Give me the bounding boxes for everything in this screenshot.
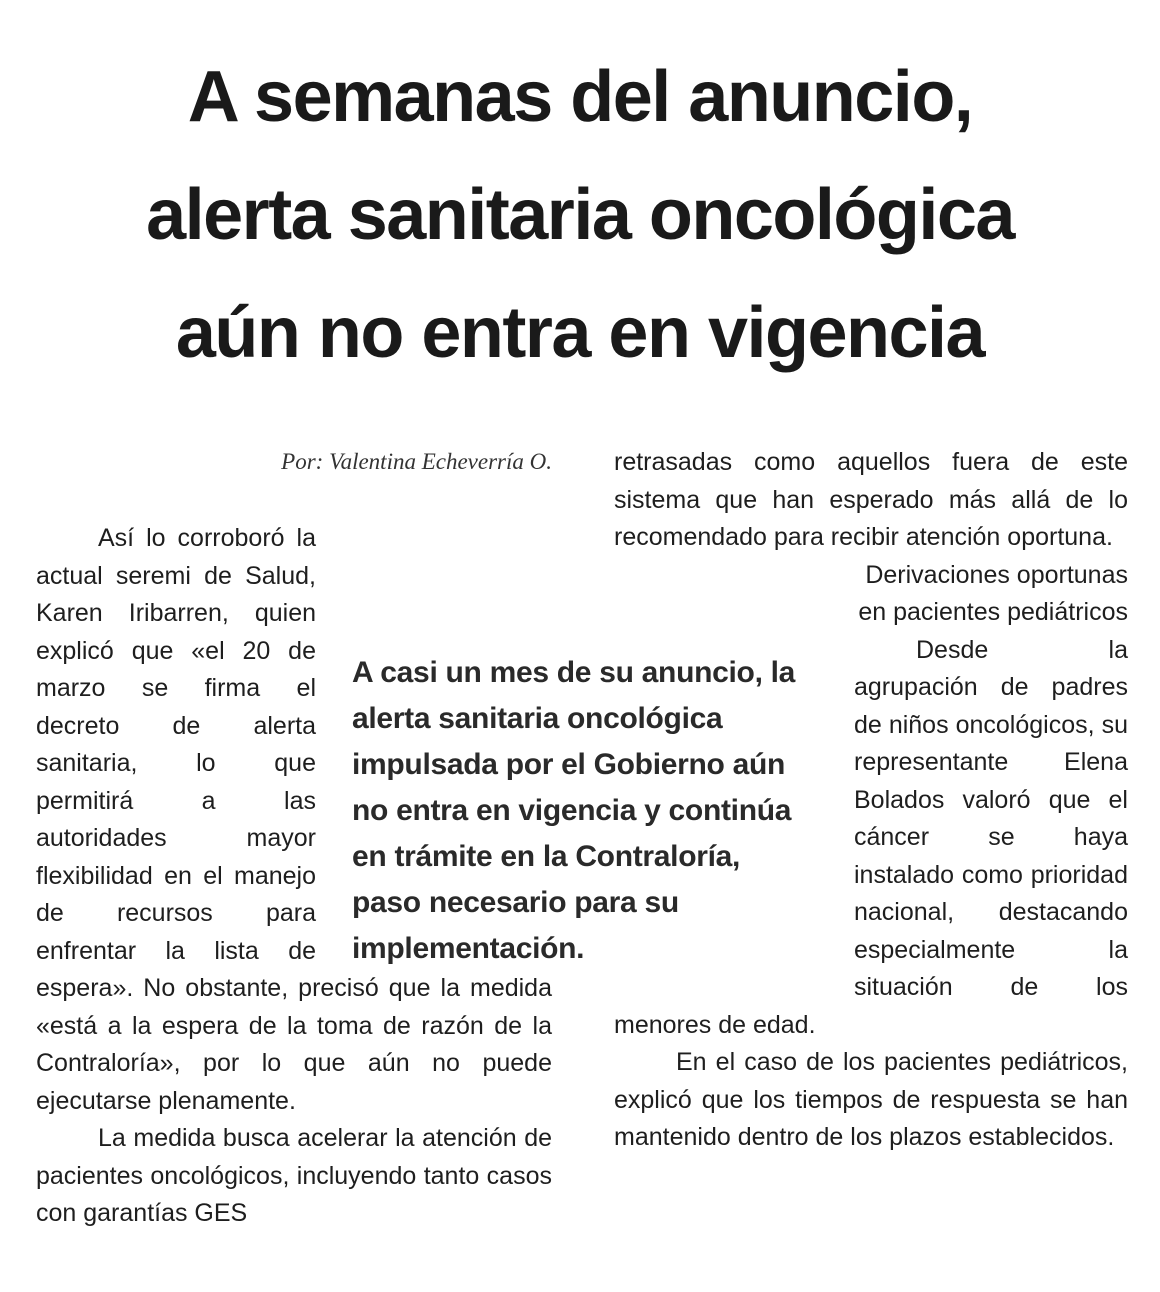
right-paragraph-1: retrasadas como aquellos fuera de este sistema que han esperado más allá de lo recomendado para recibir atención oportuna.: [614, 448, 1128, 551]
headline-line-2: alerta sanitaria oncológica: [146, 175, 1014, 255]
section-subhead: Derivaciones oportunas en pacientes pediátricos: [858, 560, 1128, 626]
right-paragraph-2: Desde la agrupación de padres de niños oncológicos, su representante Elena Bolados valoró que el cáncer se haya instalado como prioridad nacional, destacando especialmente la situación de los menores de edad.: [614, 635, 1128, 1039]
headline-line-3: aún no entra en vigencia: [175, 293, 985, 373]
right-paragraph-3: En el caso de los pacientes pediátricos, explicó que los tiempos de respuesta se han mantenido dentro de los plazos establecidos.: [614, 1048, 1128, 1151]
byline: Por: Valentina Echeverría O.: [281, 449, 552, 474]
pull-quote: A casi un mes de su anuncio, la alerta sanitaria oncológica impulsada por el Gobierno aún no entra en vigencia y continúa en trámite en la Contraloría, paso necesario para su implementación.: [352, 656, 796, 965]
headline-line-1: A semanas del anuncio,: [187, 57, 973, 137]
left-paragraph-2: La medida busca acelerar la atención de pacientes oncológicos, incluyendo tanto casos con garantías GES: [36, 1124, 552, 1227]
headline: [30, 38, 1130, 392]
left-paragraph-1: Así lo corroboró la actual seremi de Salud, Karen Iribarren, quien explicó que «el 20 de marzo se firma el decreto de alerta sanitaria, lo que permitirá a las autoridades mayor flexibilidad en el manejo de recursos para enfrentar la lista de espera». No obstante, precisó que la medida «está a la espera de la toma de razón de la Contraloría», por lo que aún no puede ejecutarse plenamente.: [36, 524, 552, 1115]
